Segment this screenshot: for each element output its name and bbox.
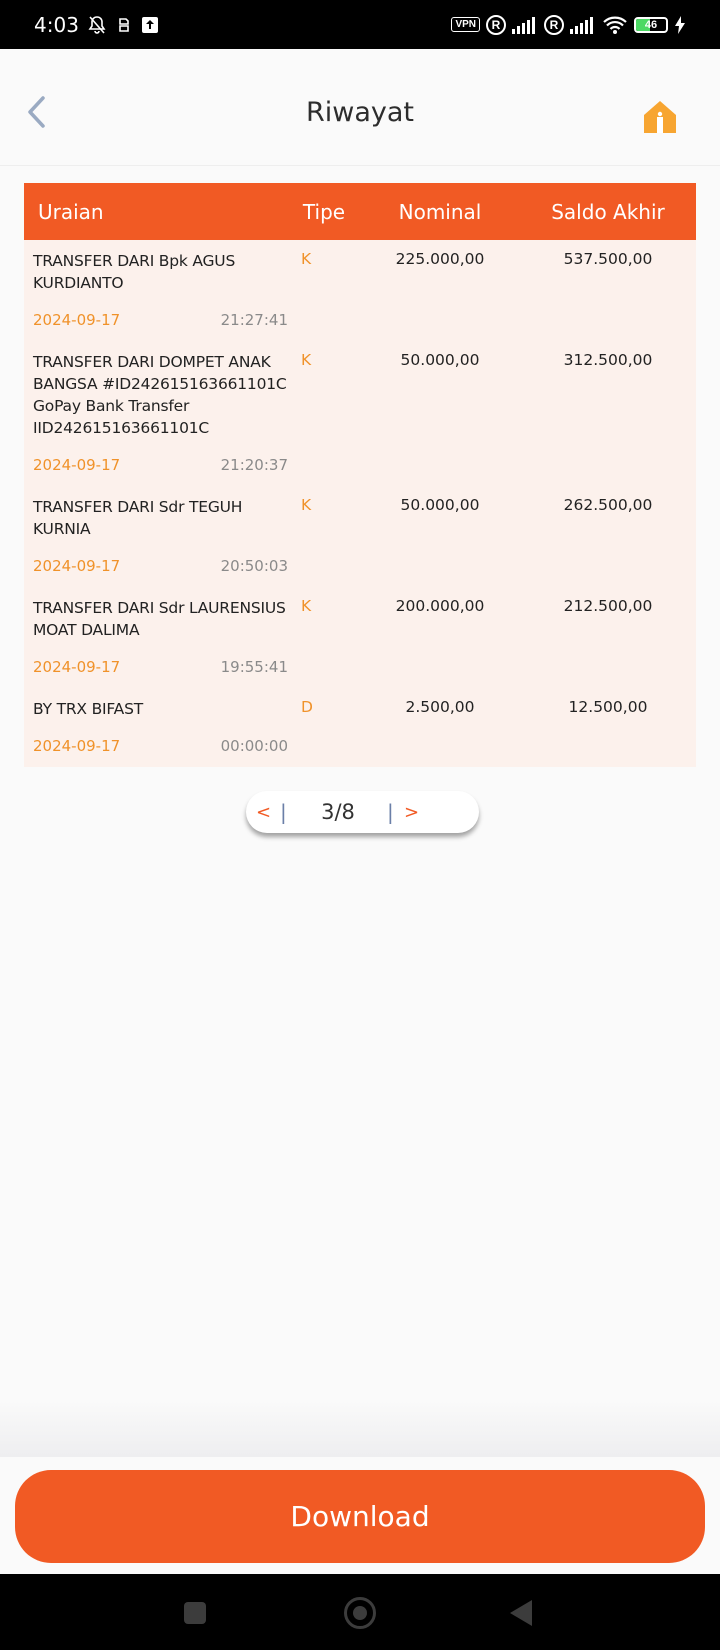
transaction-type: D <box>301 698 313 716</box>
row-description-cell <box>24 688 288 755</box>
recent-apps-icon[interactable] <box>184 1602 206 1624</box>
back-nav-icon[interactable] <box>510 1600 532 1626</box>
transaction-time: 00:00:00 <box>220 737 288 755</box>
page-title: Riwayat <box>306 97 414 128</box>
page-indicator: 3/8 <box>321 800 355 824</box>
transaction-balance: 537.500,00 <box>563 250 653 268</box>
transaction-date: 2024-09-17 <box>33 557 121 575</box>
transaction-description: BY TRX BIFAST <box>33 700 143 718</box>
table-row[interactable] <box>24 486 696 587</box>
status-system-icons <box>451 15 686 35</box>
row-description-cell <box>24 341 288 474</box>
transaction-type: K <box>301 351 312 369</box>
column-header-uraian: Uraian <box>38 199 104 224</box>
transaction-type: K <box>301 597 312 615</box>
transaction-time: 21:27:41 <box>220 311 288 329</box>
transaction-table <box>24 183 696 767</box>
signal-icon <box>570 16 596 34</box>
status-notification-icons <box>87 15 159 35</box>
row-description-cell <box>24 240 288 329</box>
home-icon <box>640 99 680 135</box>
table-row[interactable] <box>24 688 696 767</box>
transaction-balance: 262.500,00 <box>563 496 653 514</box>
transaction-datetime <box>33 737 288 755</box>
upload-icon <box>141 16 159 34</box>
transaction-description: TRANSFER DARI Sdr LAURENSIUS MOAT DALIMA <box>33 599 286 639</box>
status-bar <box>0 0 720 49</box>
battery-level: 46 <box>644 18 658 31</box>
table-row[interactable] <box>24 587 696 688</box>
column-header-tipe: Tipe <box>302 199 346 224</box>
charging-icon <box>674 16 686 34</box>
transaction-amount: 225.000,00 <box>395 250 485 268</box>
transaction-time: 21:20:37 <box>220 456 288 474</box>
transaction-time: 20:50:03 <box>220 557 288 575</box>
sim-icon <box>117 16 131 34</box>
vpn-icon: VPN <box>451 17 480 32</box>
download-button[interactable]: Download <box>15 1470 705 1563</box>
transaction-datetime <box>33 311 288 329</box>
transaction-amount: 200.000,00 <box>395 597 485 615</box>
system-navigation-bar <box>0 1574 720 1650</box>
table-body <box>24 240 696 767</box>
home-button[interactable] <box>640 99 680 135</box>
transaction-description: TRANSFER DARI Sdr TEGUH KURNIA <box>33 498 243 538</box>
transaction-balance: 312.500,00 <box>563 351 653 369</box>
registered-icon: R <box>486 15 506 35</box>
registered-icon: R <box>544 15 564 35</box>
transaction-time: 19:55:41 <box>220 658 288 676</box>
transaction-balance: 12.500,00 <box>568 698 648 716</box>
row-description-cell <box>24 486 288 575</box>
transaction-date: 2024-09-17 <box>33 456 121 474</box>
table-row[interactable] <box>24 240 696 341</box>
app-header <box>0 49 720 166</box>
signal-icon <box>512 16 538 34</box>
previous-page-button[interactable]: < <box>256 801 272 823</box>
transaction-balance: 212.500,00 <box>563 597 653 615</box>
transaction-datetime <box>33 557 288 575</box>
battery-icon <box>634 17 668 33</box>
transaction-amount: 50.000,00 <box>400 351 480 369</box>
status-time: 4:03 <box>34 12 79 37</box>
bell-off-icon <box>87 15 107 35</box>
transaction-date: 2024-09-17 <box>33 311 121 329</box>
transaction-amount: 2.500,00 <box>405 698 475 716</box>
transaction-type: K <box>301 496 312 514</box>
next-page-button[interactable]: > <box>404 801 420 823</box>
bottom-fade <box>0 1400 720 1457</box>
pagination <box>246 791 479 833</box>
row-description-cell <box>24 587 288 676</box>
pagination-separator: | <box>387 800 394 824</box>
column-header-nominal: Nominal <box>398 199 482 224</box>
transaction-date: 2024-09-17 <box>33 737 121 755</box>
transaction-datetime <box>33 456 288 474</box>
table-row[interactable] <box>24 341 696 486</box>
transaction-description: TRANSFER DARI Bpk AGUS KURDIANTO <box>33 252 236 292</box>
transaction-datetime <box>33 658 288 676</box>
home-nav-icon[interactable] <box>344 1597 376 1629</box>
wifi-icon <box>602 15 628 35</box>
pagination-separator: | <box>280 800 287 824</box>
column-header-saldo-akhir: Saldo Akhir <box>551 199 665 224</box>
table-header <box>24 183 696 240</box>
transaction-description: TRANSFER DARI DOMPET ANAK BANGSA #ID242615163661101C GoPay Bank Transfer IID242615163661101C <box>33 353 287 437</box>
transaction-type: K <box>301 250 312 268</box>
transaction-date: 2024-09-17 <box>33 658 121 676</box>
transaction-amount: 50.000,00 <box>400 496 480 514</box>
